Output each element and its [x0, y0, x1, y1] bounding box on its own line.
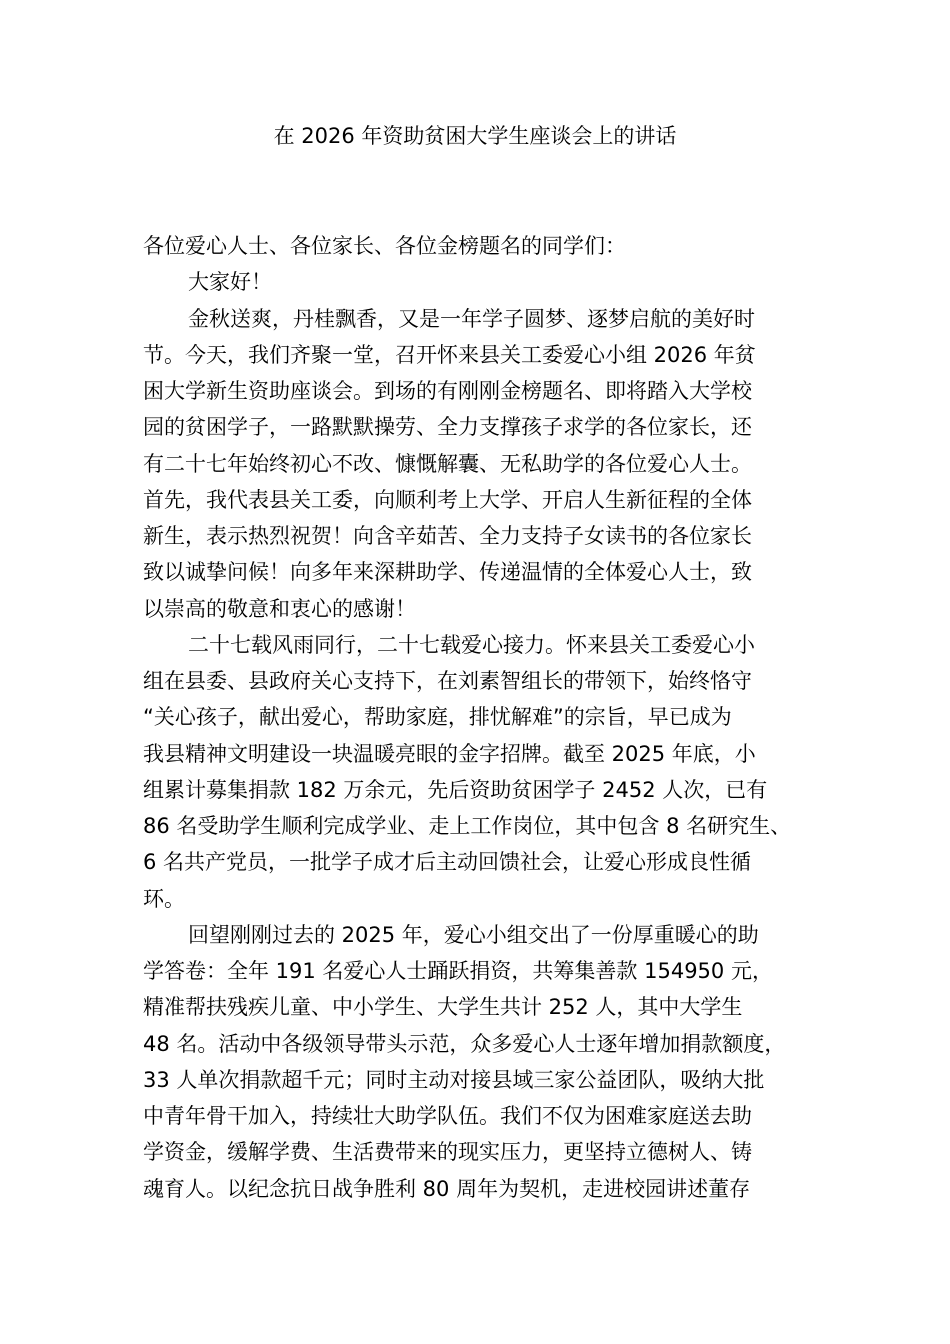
paragraph-line: 回望刚刚过去的 2025 年，爱心小组交出了一份厚重暖心的助: [188, 922, 759, 947]
paragraph-line: 新生，表示热烈祝贺！向含辛茹苦、全力支持子女读书的各位家长: [143, 524, 752, 548]
paragraph-line: 我县精神文明建设一块温暖亮眼的金字招牌。截至 2025 年底，小: [143, 741, 756, 766]
paragraph-line: “关心孩子，献出爱心，帮助家庭，排忧解难”的宗旨，早已成为: [143, 705, 732, 730]
paragraph-line: 园的贫困学子，一路默默操劳、全力支撑孩子求学的各位家长，还: [143, 415, 752, 440]
paragraph-line: 二十七载风雨同行，二十七载爱心接力。怀来县关工委爱心小: [188, 632, 755, 657]
paragraph-line: 33 人单次捐款超千元；同时主动对接县域三家公益团队，吸纳大批: [143, 1067, 765, 1092]
paragraph-line: 48 名。活动中各级领导带头示范，众多爱心人士逐年增加捐款额度，: [143, 1031, 786, 1056]
paragraph-line: 组在县委、县政府关心支持下，在刘素智组长的带领下，始终恪守: [143, 669, 752, 693]
paragraph-line: 困大学新生资助座谈会。到场的有刚刚金榜题名、即将踏入大学校: [143, 379, 752, 403]
paragraph-line: 组累计募集捐款 182 万余元，先后资助贫困学子 2452 人次，已有: [143, 777, 768, 802]
paragraph-line: 中青年骨干加入，持续壮大助学队伍。我们不仅为困难家庭送去助: [143, 1104, 752, 1128]
paragraph-line: 6 名共产党员，一批学子成才后主动回馈社会，让爱心形成良性循: [143, 850, 752, 875]
salutation-line: 各位爱心人士、各位家长、各位金榜题名的同学们：: [143, 234, 626, 258]
paragraph-line: 有二十七年始终初心不改、慷慨解囊、无私助学的各位爱心人士。: [143, 451, 752, 476]
paragraph-line: 魂育人。以纪念抗日战争胜利 80 周年为契机，走进校园讲述董存: [143, 1176, 751, 1201]
paragraph-line: 致以诚挚问候！向多年来深耕助学、传递温情的全体爱心人士，致: [143, 560, 752, 585]
paragraph-line: 学答卷：全年 191 名爱心人士踊跃捐资，共筹集善款 154950 元，: [143, 959, 773, 983]
paragraph-line: 节。今天，我们齐聚一堂，召开怀来县关工委爱心小组 2026 年贫: [143, 342, 756, 367]
paragraph-line: 86 名受助学生顺利完成学业、走上工作岗位，其中包含 8 名研究生、: [143, 814, 792, 838]
paragraph-line: 首先，我代表县关工委，向顺利考上大学、开启人生新征程的全体: [143, 487, 752, 512]
paragraph-line: 以崇高的敬意和衷心的感谢！: [143, 596, 416, 621]
greeting-line: 大家好！: [188, 270, 272, 295]
document-body: [143, 228, 815, 1207]
paragraph-line: 金秋送爽，丹桂飘香，又是一年学子圆梦、逐梦启航的美好时: [188, 306, 755, 331]
paragraph-line: 环。: [143, 886, 185, 911]
paragraph-line: 精准帮扶残疾儿童、中小学生、大学生共计 252 人，其中大学生: [143, 995, 743, 1020]
document-title: 在 2026 年资助贫困大学生座谈会上的讲话: [273, 124, 677, 148]
paragraph-line: 学资金，缓解学费、生活费带来的现实压力，更坚持立德树人、铸: [143, 1140, 752, 1165]
